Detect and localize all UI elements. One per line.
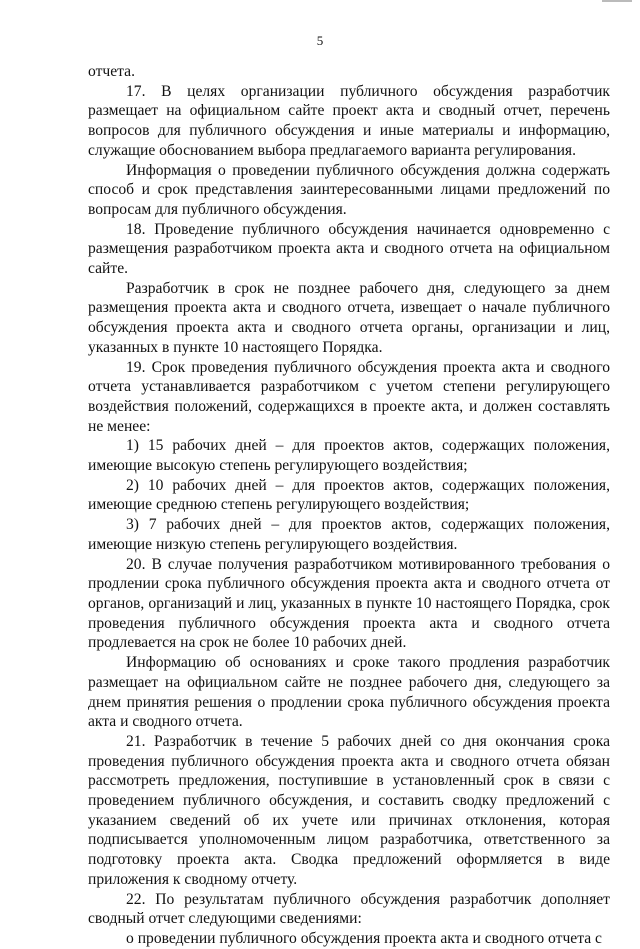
paragraph-17: 17. В целях организации публичного обсуждения разработчик размещает на официальном сайте проект акта и сводный отчет, перечень вопросов для публичного обсуждения и иные материалы и информацию, служащие обоснованием выбора предлагаемого варианта регулирования. <box>88 82 610 159</box>
paragraph-22: 22. По результатам публичного обсуждения разработчик дополняет сводный отчет следующими сведениями: <box>88 890 610 928</box>
paragraph-17-info: Информация о проведении публичного обсуждения должна содержать способ и срок представления заинтересованными лицами предложений по вопросам для публичного обсуждения. <box>88 161 610 218</box>
paragraph-20-info: Информацию об основаниях и сроке такого продления разработчик размещает на официальном сайте не позднее рабочего дня, следующего за днем принятия решения о продлении срока публичного обсуждения проекта акта и сводного отчета. <box>88 654 610 731</box>
paragraph-20: 20. В случае получения разработчиком мотивированного требования о продлении срока публичного обсуждения проекта акта и сводного отчета от органов, организаций и лиц, указанных в пункте 10 настоящего Порядка, срок проведения публичного обсуждения проекта акта и сводного отчета продлевается на срок не более 10 рабочих дней. <box>88 555 610 652</box>
paragraph-22-item: о проведении публичного обсуждения проекта акта и сводного отчета с <box>126 929 602 947</box>
scan-edge-mark <box>602 0 632 2</box>
page-number: 5 <box>316 33 324 48</box>
paragraph-19-item-2: 2) 10 рабочих дней – для проектов актов, содержащих положения, имеющие среднюю степень регулирующего воздействия; <box>88 476 610 514</box>
paragraph-19: 19. Срок проведения публичного обсуждения проекта акта и сводного отчета устанавливается разработчиком с учетом степени регулирующего воздействия положений, содержащихся в проекте акта, и должен составлять не менее: <box>88 358 610 435</box>
document-body <box>88 62 610 949</box>
paragraph-continuation: отчета. <box>88 63 135 80</box>
paragraph-18-notice: Разработчик в срок не позднее рабочего дня, следующего за днем размещения проекта акта и сводного отчета, извещает о начале публичного обсуждения проекта акта и сводного отчета органы, организации и лиц, указанных в пункте 10 настоящего Порядка. <box>88 279 610 356</box>
paragraph-18: 18. Проведение публичного обсуждения начинается одновременно с размещения разработчиком проекта акта и сводного отчета на официальном сайте. <box>88 220 610 278</box>
paragraph-19-item-1: 1) 15 рабочих дней – для проектов актов, содержащих положения, имеющие высокую степень регулирующего воздействия; <box>88 437 610 475</box>
paragraph-21: 21. Разработчик в течение 5 рабочих дней со дня окончания срока проведения публичного обсуждения проекта акта и сводного отчета обязан рассмотреть предложения, поступившие в установленный срок в связи с проведением публичного обсуждения, и составить сводку предложений с указанием сведений об их учете или причинах отклонения, которая подписывается уполномоченным лицом разработчика, ответственного за подготовку проекта акта. Сводка предложений оформляется в виде приложения к сводному отчету. <box>88 732 610 888</box>
paragraph-19-item-3: 3) 7 рабочих дней – для проектов актов, содержащих положения, имеющие низкую степень регулирующего воздействия. <box>88 516 610 553</box>
